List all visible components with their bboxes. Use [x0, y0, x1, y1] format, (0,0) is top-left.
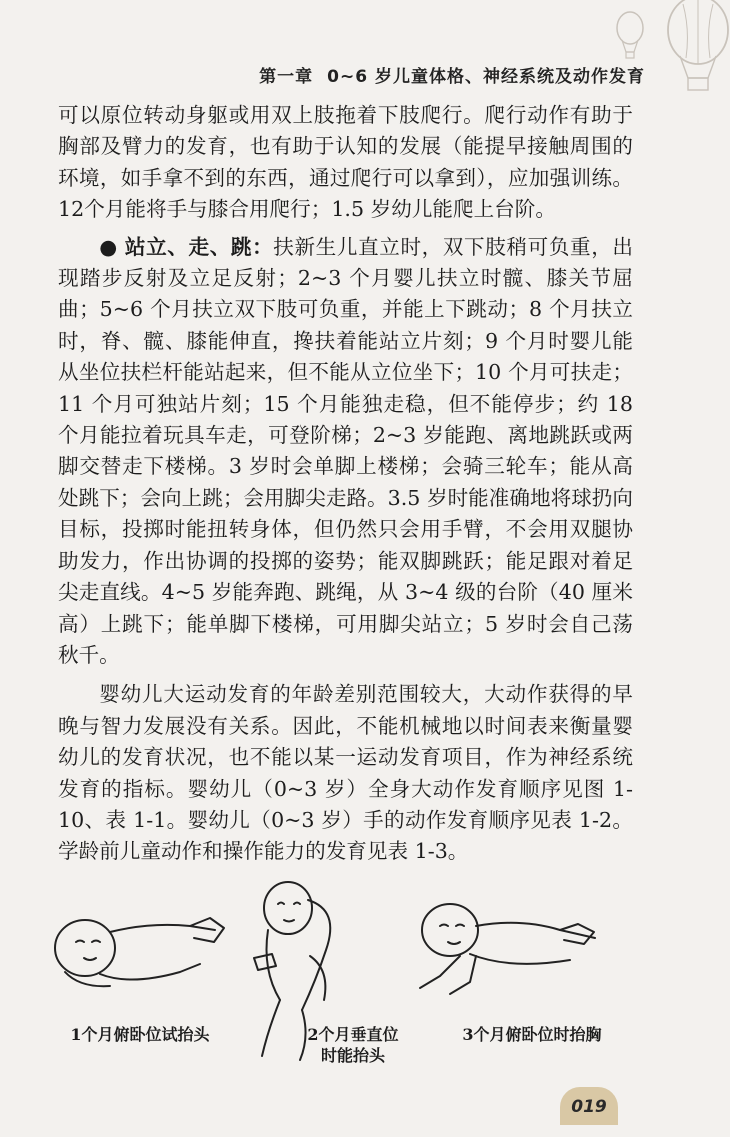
caption-1-month: 1个月俯卧位试抬头 — [70, 1025, 210, 1044]
chapter-label: 第一章 — [259, 67, 314, 87]
figure-infant-motor-development — [40, 860, 680, 1070]
caption-3-month: 3个月俯卧位时抬胸 — [462, 1025, 602, 1044]
caption-2-month-line-1: 2个月垂直位 — [307, 1025, 399, 1044]
bullet-icon: ● — [99, 234, 118, 259]
chapter-title: 0~6 岁儿童体格、神经系统及动作发育 — [327, 67, 645, 87]
section-body: 扶新生儿直立时，双下肢稍可负重，出现踏步反射及立足反射；2~3 个月婴儿扶立时髋、膝关节屈曲；5~6 个月扶立双下肢可负重，并能上下跳动；8 个月扶立时，脊、髋、膝能伸直，搀扶着能站立片刻；9 个月时婴儿能从坐位扶栏杆能站起来，但不能从立位坐下；10 个月可扶走；11 个月可独站片刻；15 个月能独走稳，但不能停步；约 18 个月能拉着玩具车走，可登阶梯；2~3 岁能跑、离地跳跃或两脚交替走下楼梯。3 岁时会单脚上楼梯；会骑三轮车；能从高处跳下；会向上跳；会用脚尖走路。3.5 岁时能准确地将球扔向目标，投掷时能扭转身体，但仍然只会用手臂，不会用双腿协助发力，作出协调的投掷的姿势；能双脚跳跃；能足跟对着足尖走直线。4~5 岁能奔跑、跳绳，从 3~4 级的台阶（40 厘米高）上跳下；能单脚下楼梯，可用脚尖站立；5 岁时会自己荡秋千。 — [58, 234, 634, 667]
infant-1-month-icon — [55, 918, 224, 986]
paragraph-crawling: 可以原位转动身躯或用双上肢拖着下肢爬行。爬行动作有助于胸部及臂力的发育，也有助于认知的发展（能提早接触周围的环境，如手拿不到的东西，通过爬行可以拿到），应加强训练。12个月能将手与膝合用爬行；1.5 岁幼儿能爬上台阶。 — [58, 103, 633, 222]
paragraph-motor-development-note: 婴幼儿大运动发育的年龄差别范围较大，大动作获得的早晚与智力发展没有关系。因此，不能机械地以时间表来衡量婴幼儿的发育状况，也不能以某一运动发育项目，作为神经系统发育的指标。婴幼儿（0~3 岁）全身大动作发育顺序见图 1-10、表 1-1。婴幼儿（0~3 岁）手的动作发育顺序见表 1-2。学龄前儿童动作和操作能力的发育见表 1-3。 — [58, 682, 633, 864]
body-text — [58, 100, 633, 868]
caption-2-month-line-2: 时能抬头 — [320, 1046, 385, 1065]
section-heading: 站立、走、跳： — [124, 234, 274, 259]
page-number: 019 — [560, 1087, 618, 1125]
paragraph-standing-walking-jumping — [58, 232, 633, 672]
infant-3-month-icon — [420, 904, 595, 994]
running-header — [0, 62, 645, 87]
